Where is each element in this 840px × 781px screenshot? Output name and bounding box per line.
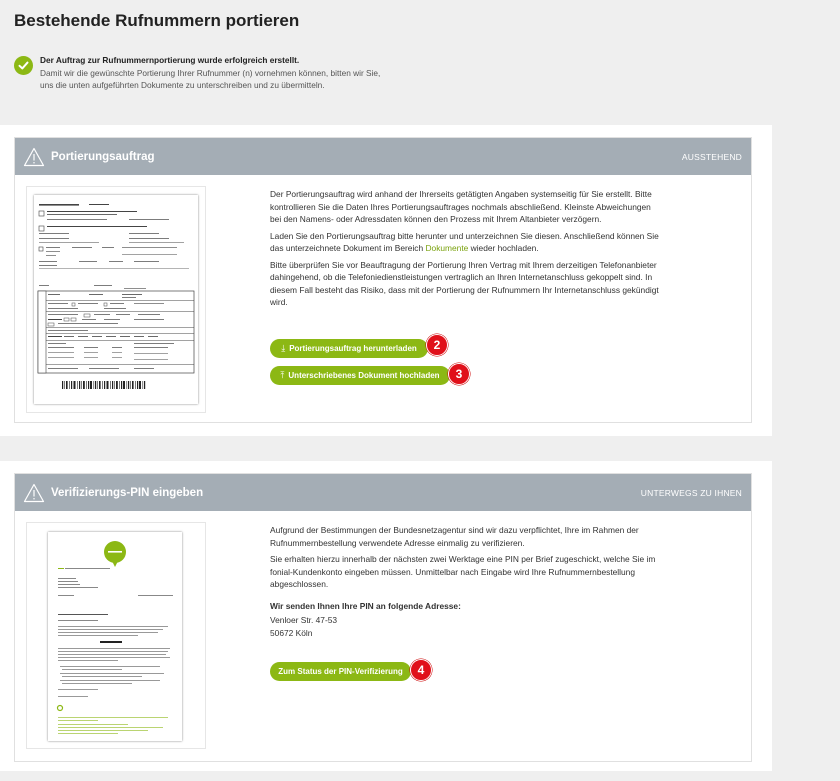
address-title: Wir senden Ihnen Ihre PIN an folgende Adresse: (270, 600, 461, 611)
card-header (15, 474, 751, 511)
upload-signed-document-button[interactable] (270, 366, 450, 385)
pin-text-2: Sie erhalten hierzu innerhalb der nächsten zwei Werktage eine PIN per Brief zugeschickt, welche Sie im fonial-Kundenkonto eingeben müssen. Unmittelbar nach Eingabe wird Ihre Rufnummernbestellung abgeschlossen. (270, 554, 656, 589)
documents-link[interactable]: Dokumente (425, 243, 469, 253)
warning-icon (23, 146, 45, 168)
success-line-2: uns die unten aufgeführten Dokumente zu unterschreiben und zu übermitteln. (40, 80, 325, 90)
address-city: 50672 Köln (270, 627, 313, 638)
letter-preview-graphic (48, 532, 182, 741)
success-line-1: Damit wir die gewünschte Portierung Ihrer Rufnummer (n) vornehmen können, bitten wir Sie, (40, 67, 381, 78)
address-street: Venloer Str. 47-53 (270, 615, 338, 625)
pin-text-1: Aufgrund der Bestimmungen der Bundesnetzagentur sind wir dazu verpflichtet, Ihre im Rahmen der Rufnummernbestellung verwendete Adresse einmalig zu verifizieren. (270, 525, 639, 548)
status-badge: AUSSTEHEND (681, 151, 742, 162)
porting-text-2 (270, 230, 662, 255)
card-title: Portierungsauftrag (51, 150, 155, 163)
success-headline: Der Auftrag zur Rufnummernportierung wurde erfolgreich erstellt. (40, 55, 300, 65)
porting-text-3: Bitte überprüfen Sie vor Beauftragung der Portierung Ihren Vertrag mit Ihrem derzeitigen Telefonanbieter dahingehend, ob die Telefoniedienstleistungen vertraglich an Ihren Internetanschluss gekoppelt sind. In diesem Fall besteht das Risiko, dass mit der Portierung der Rufnummern Ihr Internetanschluss gekündigt wird. (270, 259, 659, 307)
fonial-logo-icon (104, 541, 126, 567)
porting-text-2-pre: Laden Sie den Portierungsauftrag bitte herunter und unterzeichnen Sie diesen. Anschließend können Sie das unterzeichnete Dokument im Bereich (270, 230, 659, 253)
page-title: Bestehende Rufnummern portieren (14, 11, 300, 30)
pin-description (270, 524, 670, 639)
download-porting-order-button[interactable] (270, 339, 428, 358)
form-preview-graphic (34, 195, 198, 404)
status-badge: UNTERWEGS ZU IHNEN (640, 487, 742, 498)
porting-text-1: Der Portierungsauftrag wird anhand der Ihrerseits getätigten Angaben systemseitig für Sie erstellt. Bitte kontrollieren Sie die Daten Ihres Portierungsauftrages nochmals abschließend. Kleinste Abweichungen bei den Namens- oder Adressdaten können den Prozess mit Ihrem Altanbieter verzögern. (270, 189, 652, 224)
step-badge-3: 3 (448, 363, 470, 385)
status-button-label: Zum Status der PIN-Verifizierung (278, 667, 403, 676)
upload-button-label: Unterschriebenes Dokument hochladen (288, 371, 440, 380)
checkmark-icon (14, 56, 33, 75)
step-badge-4: 4 (410, 659, 432, 681)
pin-verification-status-button[interactable] (270, 662, 411, 681)
porting-order-description (270, 188, 662, 313)
porting-text-2-post: wieder hochladen. (468, 243, 539, 253)
pin-letter-thumbnail[interactable] (48, 532, 182, 741)
warning-icon (23, 482, 45, 504)
porting-form-thumbnail[interactable] (34, 195, 198, 404)
download-icon: ⤓ (281, 343, 286, 353)
upload-icon: ⤒ (280, 370, 285, 380)
success-message (14, 54, 380, 92)
card-header (15, 138, 751, 175)
step-badge-2: 2 (426, 334, 448, 356)
download-button-label: Portierungsauftrag herunterladen (289, 344, 417, 353)
card-title: Verifizierungs-PIN eingeben (51, 486, 204, 499)
